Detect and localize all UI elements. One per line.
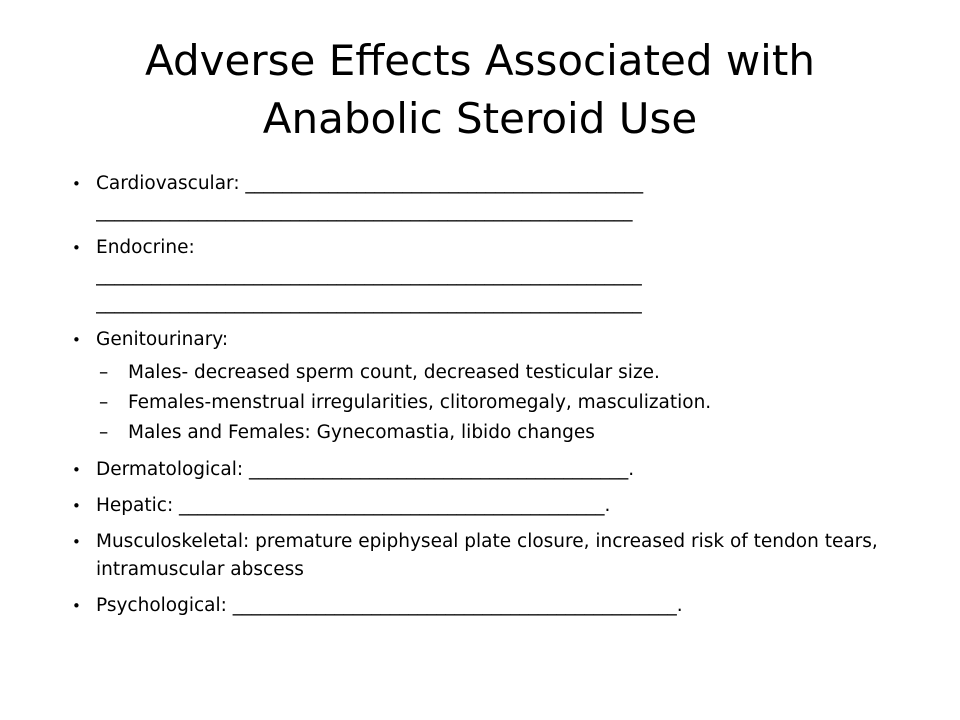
list-item-genitourinary — [72, 326, 902, 448]
slide-title — [0, 32, 960, 148]
bullet-marker: • — [72, 497, 81, 515]
bullet-list — [72, 170, 902, 628]
dash-marker: – — [99, 422, 109, 443]
psychological-label: Psychological: ________________________________________________. — [96, 595, 683, 616]
endocrine-blank-line-2: ___________________________________________________________ — [96, 293, 642, 314]
list-item-cardiovascular — [72, 170, 902, 226]
sub-item-text: Males and Females: Gynecomastia, libido changes — [128, 422, 595, 443]
sub-item-females — [99, 388, 902, 418]
cardiovascular-label: Cardiovascular: ___________________________________________ — [96, 173, 644, 194]
dash-marker: – — [99, 392, 109, 413]
slide-title-line-1: Adverse Effects Associated with — [145, 36, 815, 85]
bullet-marker: • — [72, 239, 81, 257]
bullet-marker: • — [72, 533, 81, 551]
genitourinary-label: Genitourinary: — [96, 329, 229, 350]
endocrine-blank-line-1: ___________________________________________________________ — [96, 265, 642, 286]
list-item-hepatic — [72, 492, 902, 520]
bullet-marker: • — [72, 597, 81, 615]
dash-marker: – — [99, 362, 109, 383]
sub-item-males-and-females — [99, 418, 902, 448]
cardiovascular-blank-line: __________________________________________________________ — [96, 201, 633, 222]
list-item-endocrine — [72, 234, 902, 318]
list-item-musculoskeletal — [72, 528, 902, 584]
genitourinary-sublist — [96, 358, 902, 448]
sub-item-males — [99, 358, 902, 388]
bullet-marker: • — [72, 461, 81, 479]
list-item-psychological — [72, 592, 902, 620]
list-item-dermatological — [72, 456, 902, 484]
dermatological-label: Dermatological: _________________________________________. — [96, 459, 635, 480]
bullet-marker: • — [72, 331, 81, 349]
slide-title-line-2: Anabolic Steroid Use — [262, 94, 698, 143]
sub-item-text: Females-menstrual irregularities, clitoromegaly, masculization. — [128, 392, 712, 413]
sub-item-text: Males- decreased sperm count, decreased testicular size. — [128, 362, 660, 383]
hepatic-label: Hepatic: ______________________________________________. — [96, 495, 611, 516]
bullet-marker: • — [72, 175, 81, 193]
musculoskeletal-text: Musculoskeletal: premature epiphyseal plate closure, increased risk of tendon tears, intramuscular abscess — [96, 531, 878, 580]
endocrine-label: Endocrine: — [96, 237, 195, 258]
